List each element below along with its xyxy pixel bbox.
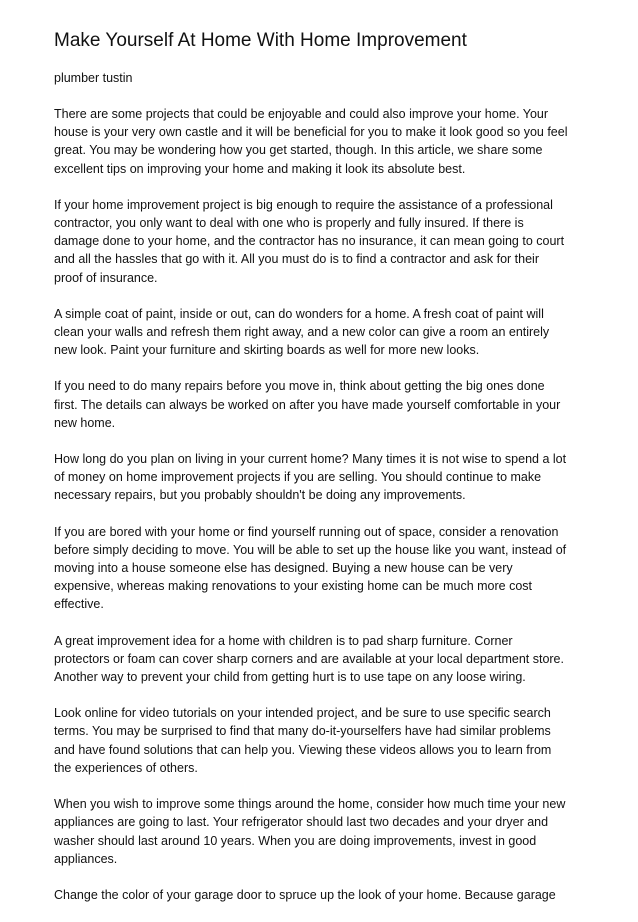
paragraph-line: before simply deciding to move. You will be able to set up the house like you want, instead of bbox=[54, 542, 567, 557]
paragraph-line: and all the hassles that go with it. All you must do is to find a contractor and ask for their bbox=[54, 252, 539, 267]
paragraph-line: new look. Paint your furniture and skirting boards as well for more new looks. bbox=[54, 343, 480, 358]
paragraph bbox=[54, 450, 590, 505]
paragraph-line: If your home improvement project is big enough to require the assistance of a professional bbox=[54, 197, 553, 212]
paragraph-line: If you need to do many repairs before you move in, think about getting the big ones done bbox=[54, 379, 545, 394]
paragraph-line: appliances. bbox=[54, 851, 118, 866]
document-title: Make Yourself At Home With Home Improvement bbox=[54, 30, 467, 51]
paragraph-line: of money on home improvement projects if you are selling. You should continue to make bbox=[54, 470, 542, 485]
paragraph-line: terms. You may be surprised to find that many do-it-yourselfers have had similar problems bbox=[54, 724, 551, 739]
paragraph-line: Change the color of your garage door to spruce up the look of your home. Because garage bbox=[54, 887, 556, 902]
paragraph-line: How long do you plan on living in your current home? Many times it is not wise to spend a lot bbox=[54, 452, 567, 467]
paragraph-line: effective. bbox=[54, 597, 104, 612]
paragraph-line: A simple coat of paint, inside or out, can do wonders for a home. A fresh coat of paint will bbox=[54, 306, 544, 321]
paragraph bbox=[54, 704, 590, 777]
paragraph-line: first. The details can always be worked on after you have made yourself comfortable in your bbox=[54, 397, 561, 412]
paragraph-line: A great improvement idea for a home with children is to pad sharp furniture. Corner bbox=[54, 633, 513, 648]
paragraph-line: contractor, you only want to deal with one who is properly and fully insured. If there is bbox=[54, 216, 524, 231]
paragraph-line: necessary repairs, but you probably shouldn't be doing any improvements. bbox=[54, 488, 466, 503]
paragraph bbox=[54, 105, 590, 178]
paragraph bbox=[54, 795, 590, 868]
paragraph bbox=[54, 523, 590, 614]
paragraph-line: great. You may be wondering how you get started, though. In this article, we share some bbox=[54, 143, 543, 158]
paragraph-line: the experiences of others. bbox=[54, 760, 198, 775]
paragraph-line: house is your very own castle and it will be beneficial for you to make it look good so you feel bbox=[54, 125, 568, 140]
document-body bbox=[54, 105, 590, 922]
paragraph-line: Another way to prevent your child from getting hurt is to use tape on any loose wiring. bbox=[54, 670, 526, 685]
paragraph-line: moving into a house someone else has designed. Buying a new house can be very bbox=[54, 561, 513, 576]
paragraph-line: excellent tips on improving your home and making it look its absolute best. bbox=[54, 161, 466, 176]
paragraph-line: proof of insurance. bbox=[54, 270, 158, 285]
paragraph-line: Look online for video tutorials on your intended project, and be sure to use specific search bbox=[54, 706, 551, 721]
paragraph-line: damage done to your home, and the contractor has no insurance, it can mean going to court bbox=[54, 234, 565, 249]
paragraph-line: washer should last around 10 years. When you are doing improvements, invest in good bbox=[54, 833, 537, 848]
paragraph-line: If you are bored with your home or find yourself running out of space, consider a renovation bbox=[54, 524, 559, 539]
paragraph-line: expensive, whereas making renovations to your existing home can be much more cost bbox=[54, 579, 533, 594]
paragraph-line: and have found solutions that can help you. Viewing these videos allows you to learn from bbox=[54, 742, 552, 757]
paragraph-line: When you wish to improve some things around the home, consider how much time your new bbox=[54, 797, 566, 812]
paragraph-line: protectors or foam can cover sharp corners and are available at your local department store. bbox=[54, 651, 564, 666]
paragraph-line: appliances are going to last. Your refrigerator should last two decades and your dryer and bbox=[54, 815, 549, 830]
paragraph bbox=[54, 377, 590, 432]
document-subtitle: plumber tustin bbox=[54, 71, 133, 85]
paragraph bbox=[54, 305, 590, 360]
paragraph-line: There are some projects that could be enjoyable and could also improve your home. Your bbox=[54, 107, 549, 121]
paragraph-line: new home. bbox=[54, 415, 116, 430]
paragraph bbox=[54, 886, 590, 904]
paragraph bbox=[54, 632, 590, 687]
paragraph-line: clean your walls and refresh them right away, and a new color can give a room an entirely bbox=[54, 325, 550, 340]
paragraph bbox=[54, 196, 590, 287]
